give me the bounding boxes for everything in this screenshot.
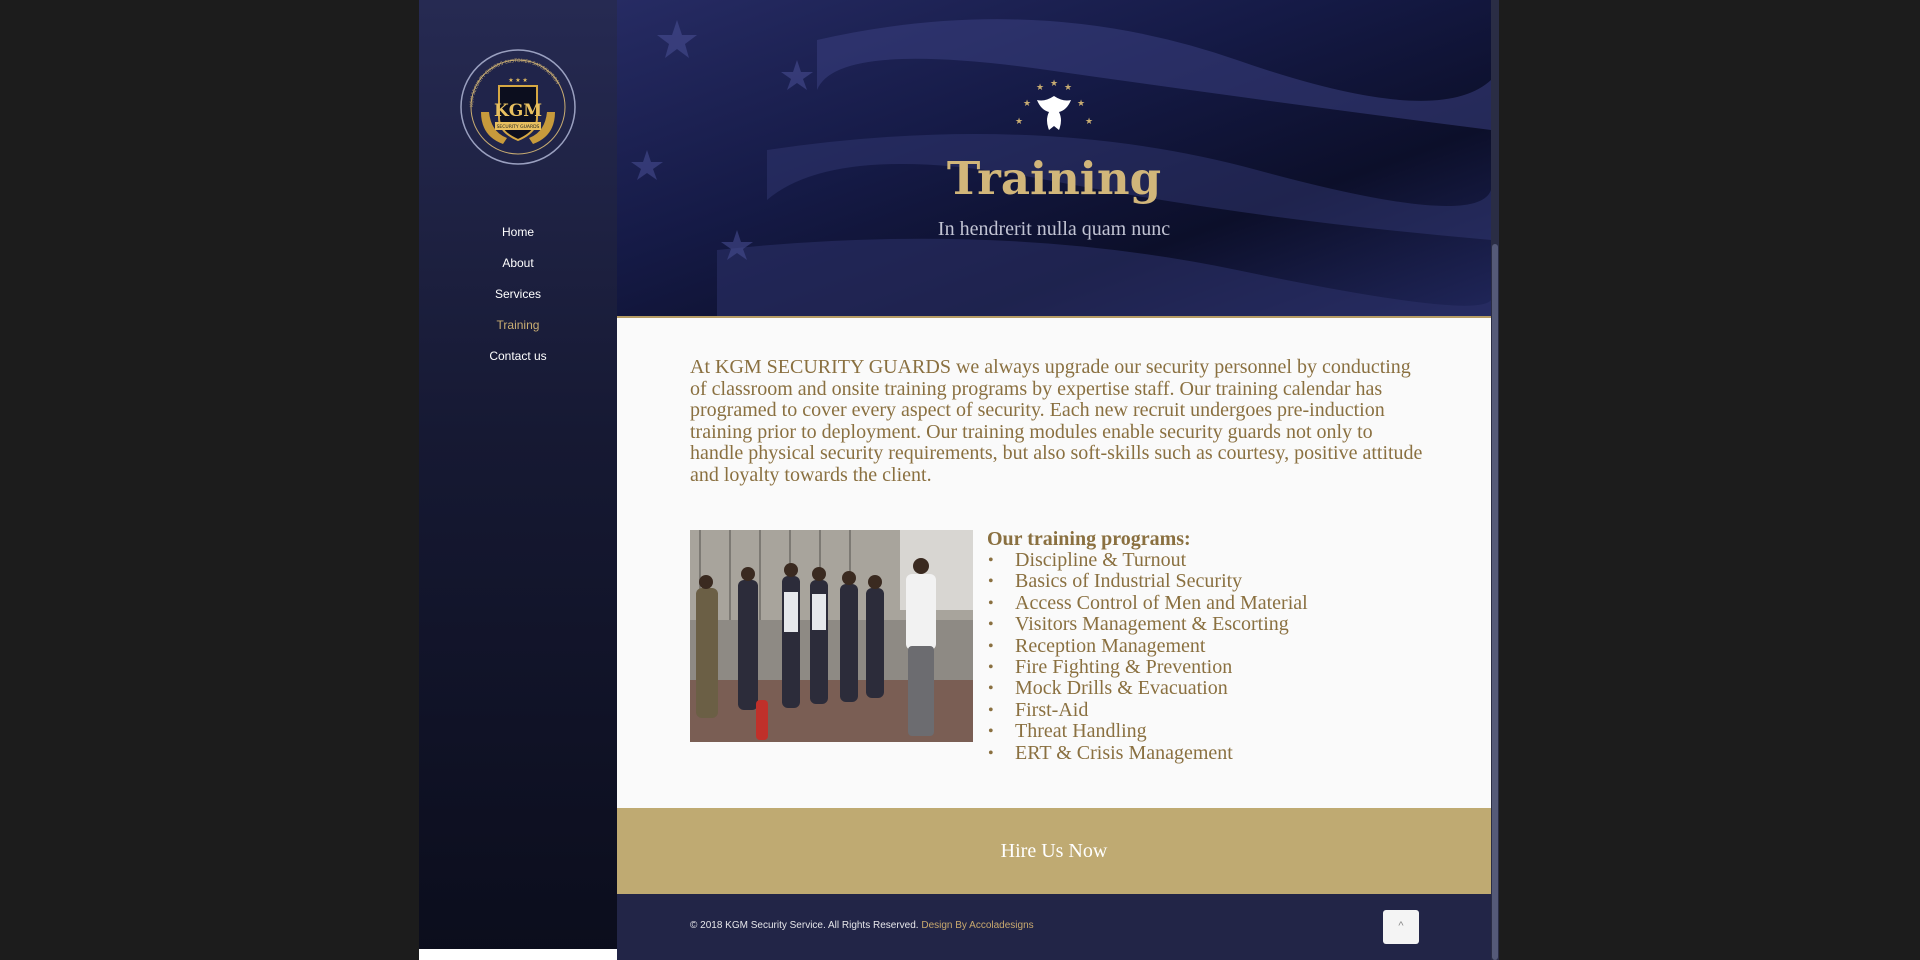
program-label: Basics of Industrial Security [1015, 570, 1243, 593]
list-item [987, 678, 1427, 699]
list-item [987, 721, 1427, 742]
copyright-text: © 2018 KGM Security Service. All Rights Reserved. [690, 920, 922, 931]
list-item [987, 700, 1427, 721]
main-nav [419, 220, 617, 375]
bullet-icon: • [988, 637, 994, 655]
svg-text:★: ★ [1015, 116, 1024, 126]
page-subtitle: In hendrerit nulla quam nunc [937, 218, 1171, 240]
programs-list [987, 550, 1427, 764]
nav-item-contact[interactable]: Contact us [489, 349, 547, 363]
svg-text:★: ★ [1023, 98, 1032, 108]
main-content [617, 0, 1491, 960]
page-title: Training [946, 152, 1162, 205]
nav-item-training[interactable]: Training [496, 318, 540, 332]
list-item [987, 636, 1427, 657]
program-label: ERT & Crisis Management [1015, 741, 1233, 764]
sidebar [419, 0, 617, 960]
bullet-icon: • [988, 552, 994, 569]
program-label: Threat Handling [1015, 720, 1147, 743]
back-to-top-button[interactable] [1383, 910, 1419, 944]
svg-text:★ ★ ★: ★ ★ ★ [508, 78, 528, 84]
designer-credit-link[interactable]: Design By Accoladesigns [921, 920, 1034, 931]
list-item [987, 571, 1427, 592]
eagle-stars-emblem [1001, 76, 1107, 140]
bullet-icon: • [988, 744, 994, 762]
nav-item-about[interactable]: About [502, 256, 534, 270]
site-footer [617, 894, 1491, 960]
logo-text: KGM [493, 101, 543, 121]
logo-ribbon-text: SECURITY GUARDS [496, 125, 540, 130]
training-photo [690, 530, 973, 742]
list-item [987, 550, 1427, 571]
bullet-icon: • [988, 723, 994, 741]
bullet-icon: • [988, 659, 994, 677]
list-item [987, 657, 1427, 678]
list-item [987, 614, 1427, 635]
list-item [987, 743, 1427, 764]
svg-text:★: ★ [1085, 116, 1094, 126]
training-programs [987, 528, 1427, 764]
scrollbar-thumb[interactable] [1492, 244, 1498, 960]
bullet-icon: • [988, 594, 994, 612]
program-label: Reception Management [1015, 634, 1206, 657]
page-scrollbar[interactable] [1491, 0, 1499, 960]
bullet-icon: • [988, 680, 994, 698]
chevron-up-icon: ^ [1398, 920, 1404, 932]
footer-copyright [690, 920, 1034, 931]
hire-us-button[interactable]: Hire Us Now [617, 808, 1491, 894]
svg-text:★: ★ [1064, 82, 1073, 92]
program-label: Access Control of Men and Material [1015, 591, 1308, 614]
bullet-icon: • [988, 616, 994, 634]
sidebar-bottom-strip [419, 949, 617, 960]
program-label: Discipline & Turnout [1015, 549, 1187, 571]
list-item [987, 593, 1427, 614]
training-section [617, 318, 1491, 808]
program-label: Fire Fighting & Prevention [1015, 656, 1233, 679]
bullet-icon: • [988, 701, 994, 719]
kgm-logo[interactable] [459, 48, 577, 166]
nav-item-services[interactable]: Services [494, 287, 541, 301]
intro-paragraph: At KGM SECURITY GUARDS we always upgrade our security personnel by conducting of classroom and onsite training programs by expertise staff. Our training calendar has programed to cover every aspect of security. Each new recruit undergoes pre-induction training prior to deployment. Our training modules enable security guards not only to handle physical security requirements, but also soft-skills such as courtesy, positive attitude and loyalty towards the client. [690, 356, 1423, 486]
logo-ring-text: KGM SECURITY GUARDS CUSTOMER SATISFACTION [469, 58, 560, 108]
page-hero [617, 0, 1491, 318]
svg-text:★: ★ [1050, 78, 1059, 88]
bullet-icon: • [988, 573, 994, 591]
program-label: Visitors Management & Escorting [1015, 613, 1289, 636]
program-label: Mock Drills & Evacuation [1015, 677, 1228, 700]
programs-heading: Our training programs: [987, 528, 1191, 550]
svg-text:★: ★ [1036, 82, 1045, 92]
program-label: First-Aid [1015, 698, 1089, 721]
svg-text:★: ★ [1077, 98, 1086, 108]
nav-item-home[interactable]: Home [501, 225, 534, 239]
